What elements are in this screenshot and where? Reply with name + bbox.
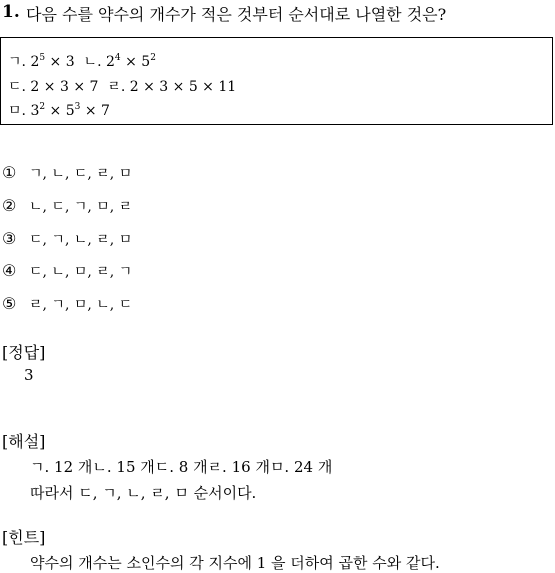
choice-4-marker: ④	[2, 261, 17, 280]
item-b-label: ㄴ.	[83, 54, 102, 70]
choice-2[interactable]	[2, 196, 132, 216]
choice-3-marker: ③	[2, 229, 17, 248]
choice-3[interactable]	[2, 229, 132, 249]
choice-1[interactable]	[2, 163, 132, 183]
question-number: 1.	[2, 2, 20, 22]
item-b-exponent-2: 2	[150, 53, 156, 63]
choice-5[interactable]	[2, 294, 132, 314]
hint-text: 약수의 개수는 소인수의 각 지수에 1 을 더하여 곱한 수와 같다.	[30, 554, 440, 572]
item-e-exponent-2: 3	[74, 102, 81, 112]
choice-1-text: ㄱ, ㄴ, ㄷ, ㄹ, ㅁ	[29, 166, 133, 182]
item-c: ㄷ. 2 × 3 × 7	[8, 79, 99, 95]
item-a-exponent: 5	[39, 53, 46, 63]
item-e-base: 3	[30, 103, 40, 119]
question-text: 다음 수를 약수의 개수가 적은 것부터 순서대로 나열한 것은?	[26, 5, 447, 24]
item-e-label: ㅁ.	[8, 103, 26, 119]
explanation-line-2: 따라서 ㄷ, ㄱ, ㄴ, ㄹ, ㅁ 순서이다.	[30, 484, 257, 502]
explanation-line-1: ㄱ. 12 개ㄴ. 15 개ㄷ. 8 개ㄹ. 16 개ㅁ. 24 개	[30, 458, 333, 476]
explanation-heading: [해설]	[2, 432, 46, 451]
choice-5-marker: ⑤	[2, 294, 17, 313]
choice-1-marker: ①	[2, 163, 17, 182]
choice-2-marker: ②	[2, 196, 17, 215]
box-line-2	[8, 76, 236, 96]
answer-value: 3	[24, 366, 34, 384]
item-e-mid: × 5	[45, 103, 75, 119]
hint-heading: [힌트]	[2, 528, 46, 547]
box-line-1	[8, 51, 156, 71]
choice-4[interactable]	[2, 261, 132, 281]
item-box	[0, 37, 553, 125]
choice-3-text: ㄷ, ㄱ, ㄴ, ㄹ, ㅁ	[29, 232, 133, 248]
choice-5-text: ㄹ, ㄱ, ㅁ, ㄴ, ㄷ	[29, 297, 133, 313]
item-e-exponent-1: 2	[39, 102, 46, 112]
item-a-label: ㄱ.	[8, 54, 26, 70]
item-a-base: 2	[30, 54, 40, 70]
answer-heading: [정답]	[2, 343, 46, 362]
item-b-mid: × 5	[120, 54, 151, 70]
item-e-rest: × 7	[80, 103, 110, 119]
box-line-3	[8, 100, 110, 120]
item-b-exponent-1: 4	[114, 53, 121, 63]
item-a-rest: × 3	[45, 54, 75, 70]
item-d: ㄹ. 2 × 3 × 5 × 11	[107, 79, 237, 95]
item-b-base: 2	[105, 54, 115, 70]
choice-2-text: ㄴ, ㄷ, ㄱ, ㅁ, ㄹ	[29, 199, 133, 215]
choice-4-text: ㄷ, ㄴ, ㅁ, ㄹ, ㄱ	[29, 264, 133, 280]
